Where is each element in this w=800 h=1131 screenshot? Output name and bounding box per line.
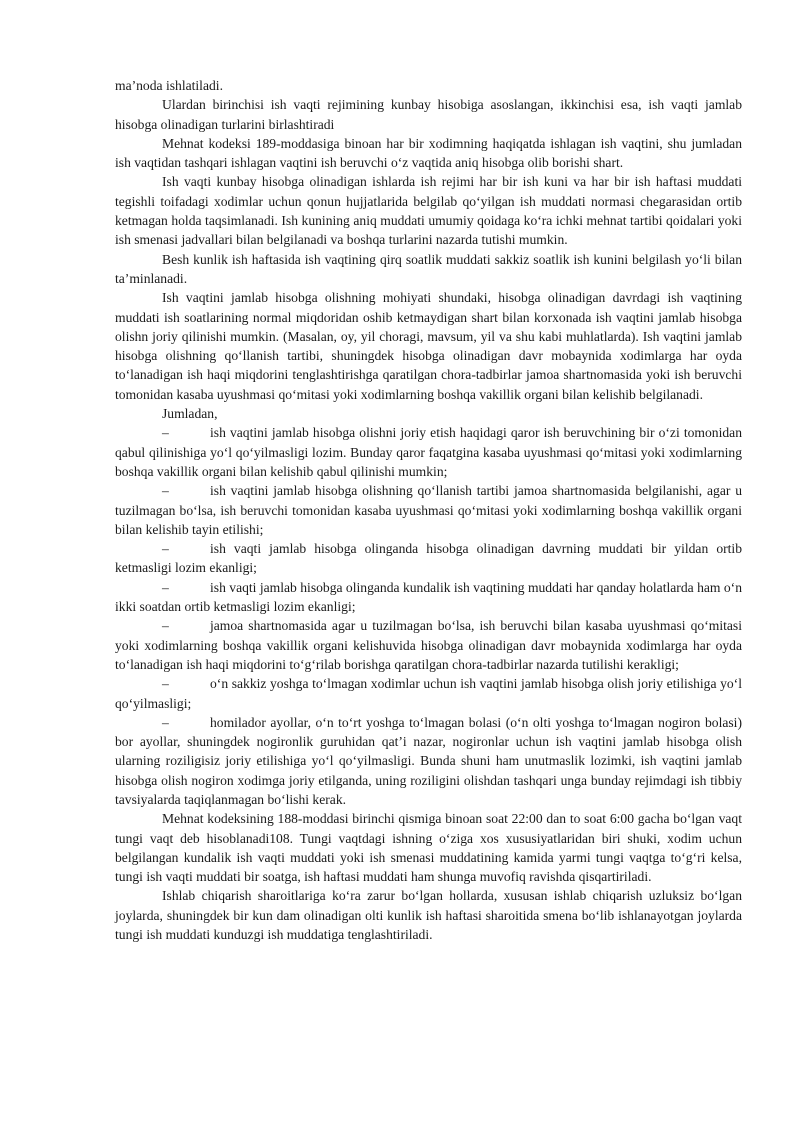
list-item-text: ish vaqtini jamlab hisobga olishni joriy etish haqidagi qaror ish beruvchining bir o‘zi tomonidan qabul qilinishiga yo‘l qo‘yilmasligi lozim. Bunday qaror faqatgina kasaba uyushmasi qo‘mitasi yoki xodimlarning boshqa vakillik organi bilan kelishib qabul qilinishi mumkin; <box>115 425 742 479</box>
list-item-text: ish vaqti jamlab hisobga olinganda hisobga olinadigan davrning muddati bir yildan ortib ketmasligi lozim ekanligi; <box>115 541 742 576</box>
dash-bullet: – <box>162 676 169 692</box>
list-item <box>115 616 742 674</box>
dash-bullet: – <box>162 579 169 595</box>
dash-bullet: – <box>162 618 169 634</box>
paragraph: Mehnat kodeksi 189-moddasiga binoan har bir xodimning haqiqatda ishlagan ish vaqtini, shu jumladan ish vaqtidan tashqari ishlagan vaqtini ish beruvchi o‘z vaqtida aniq hisobga olib borishi shart. <box>115 135 742 171</box>
paragraph: Ishlab chiqarish sharoitlariga ko‘ra zarur bo‘lgan hollarda, xususan ishlab chiqarish uzluksiz bo‘lgan joylarda, shuningdek bir kun dam olinadigan olti kunlik ish haftasi sharoitida smena bo‘lib ishlanayotgan joylarda tungi ish muddati kunduzgi ish muddatiga tenglashtiriladi. <box>115 888 742 943</box>
list-item <box>115 539 742 578</box>
paragraph: Jumladan, <box>162 406 218 422</box>
dash-bullet: – <box>162 483 169 499</box>
paragraph: Besh kunlik ish haftasida ish vaqtining qirq soatlik muddati sakkiz soatlik ish kunini belgilash yo‘li bilan ta’minlanadi. <box>115 251 742 286</box>
paragraph: Ulardan birinchisi ish vaqti rejimining kunbay hisobiga asoslangan, ikkinchisi esa, ish vaqti jamlab hisobga olinadigan turlarini birlashtiradi <box>115 97 742 132</box>
list-item-text: o‘n sakkiz yoshga to‘lmagan xodimlar uchun ish vaqtini jamlab hisobga olish joriy etilishiga yo‘l qo‘yilmasligi; <box>115 676 742 711</box>
list-item <box>115 674 742 713</box>
paragraph: Mehnat kodeksining 188-moddasi birinchi qismiga binoan soat 22:00 dan to soat 6:00 gacha bo‘lgan vaqt tungi vaqt deb hisoblanadi108. Tungi vaqtdagi ishning o‘ziga xos xususiyatlaridan biri shuki, xodim uchun belgilangan kundalik ish vaqti muddati yoki ish smenasi muddatining kamida yarmi tungi vaqtga to‘g‘ri kelsa, tungi ish vaqti muddati bir soatga, ish haftasi muddati ham shunga muvofiq ravishda qisqartiriladi. <box>115 811 742 885</box>
list-item-text: ish vaqtini jamlab hisobga olishning qo‘llanish tartibi jamoa shartnomasida belgilanishi, agar u tuzilmagan bo‘lsa, ish beruvchi tomonidan kasaba uyushmasi qo‘mitasi yoki xodimlarning boshqa vakillik organi bilan kelishib tayin etilishi; <box>115 483 742 537</box>
list-item <box>115 578 742 617</box>
paragraph: Ish vaqtini jamlab hisobga olishning mohiyati shundaki, hisobga olinadigan davrdagi ish vaqtining muddati ish soatlarining normal miqdoridan oshib ketmaydigan shart bilan korxonada ish vaqtini jamlab hisobga olishn joriy qilinishi mumkin. (Masalan, oy, yil choragi, mavsum, yil va shu kabi muhlatlarda). Ish vaqtini jamlab hisobga olishning qo‘llanish tartibi, shuningdek hisobga olinadigan davr mobaynida xodimlarga har oyda to‘lanadigan ish haqi miqdorini tenglashtirishga qaratilgan chora-tadbirlar jamoa shartnomasida yoki ish beruvchi tomonidan kasaba uyushmasi qo‘mitasi yoki xodimlarning boshqa vakillik organi bilan kelishib belgilanadi. <box>115 290 742 402</box>
dash-bullet: – <box>162 541 169 557</box>
list-item <box>115 423 742 481</box>
list-item <box>115 481 742 539</box>
list-item <box>115 713 742 809</box>
dash-bullet: – <box>162 714 169 730</box>
paragraph: Ish vaqti kunbay hisobga olinadigan ishlarda ish rejimi har bir ish kuni va har bir ish haftasi muddati tegishli toifadagi xodimlar uchun qonun hujjatlarida belgilab qo‘yilgan ish muddati normasi chegarasidan ortib ketmagan holda taqsimlanadi. Ish kunining aniq muddati umumiy qoidaga ko‘ra ichki mehnat tartibi qoidalari yoki ish smenasi jadvallari bilan belgilanadi va boshqa turlarini nazarda tutishi mumkin. <box>115 174 742 248</box>
document-page <box>115 76 742 944</box>
paragraph: ma’noda ishlatiladi. <box>115 78 223 93</box>
list-item-text: jamoa shartnomasida agar u tuzilmagan bo‘lsa, ish beruvchi bilan kasaba uyushmasi qo‘mitasi yoki xodimlarning boshqa vakillik organi kelishuvida hisobga olinadigan davr mobaynida xodimlarga har oyda to‘lanadigan ish haqi miqdorini to‘g‘rilab borishga qaratilgan chora-tadbirlar nazarda tutilishi kerakligi; <box>115 618 742 672</box>
list-item-text: homilador ayollar, o‘n to‘rt yoshga to‘lmagan bolasi (o‘n olti yoshga to‘lmagan nogiron bolasi) bor ayollar, shuningdek nogironlik guruhidan qat’i nazar, nogironlar uchun ish vaqtini jamlab hisobga olish ularning roziligisiz joriy etilishiga yo‘l qo‘yilmasligi. Bunda shuni ham unutmaslik lozimki, ish vaqtini jamlab hisobga olish nogiron xodimga joriy etilganda, uning roziligini olishdan tashqari unga bunday rejimdagi ish tibbiy tavsiyalarda taqiqlanmagan bo‘lishi kerak. <box>115 714 742 807</box>
list-item-text: ish vaqti jamlab hisobga olinganda kundalik ish vaqtining muddati har qanday holatlarda ham o‘n ikki soatdan ortib ketmasligi lozim ekanligi; <box>115 579 742 615</box>
dash-bullet: – <box>162 425 169 441</box>
